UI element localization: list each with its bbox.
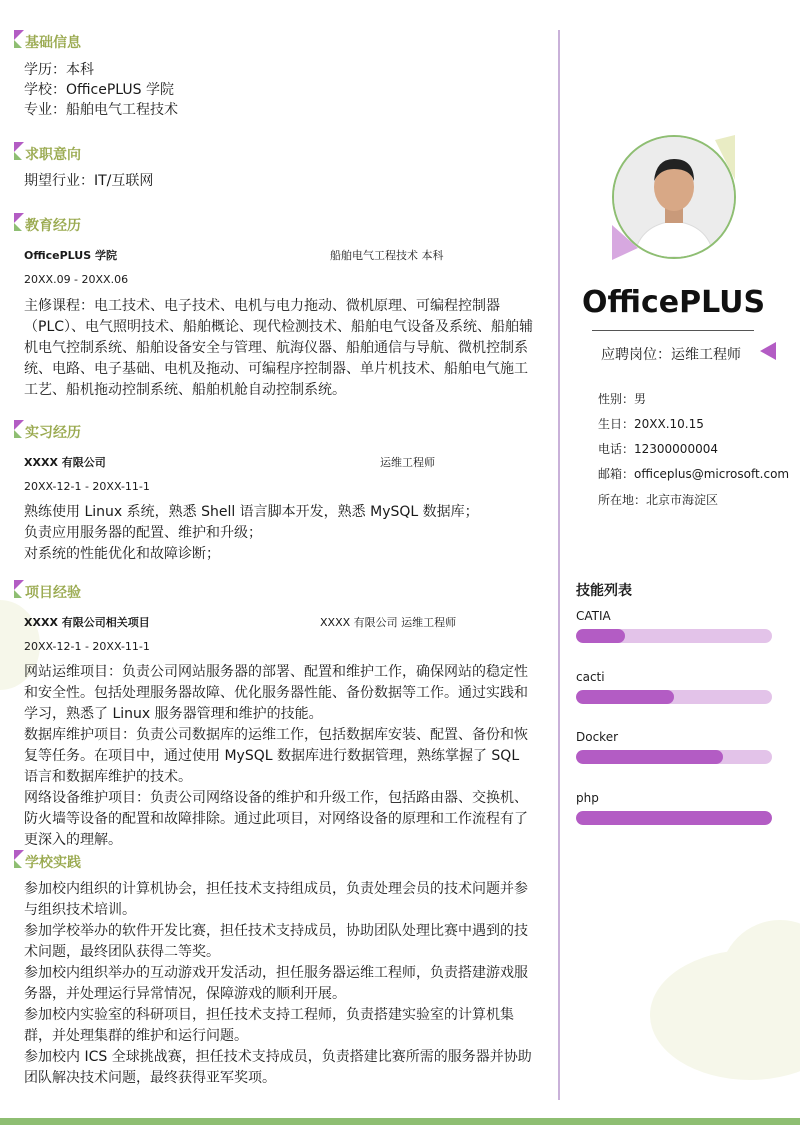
intern-role: 运维工程师 (380, 456, 435, 469)
avatar (612, 135, 736, 259)
courses-text: 主修课程：电工技术、电子技术、电机与电力拖动、微机原理、可编程控制器（PLC）、电气照明技术、船舶概论、现代检测技术、船舶电气设备及系统、船舶辅机电气控制系统、船舶设备安全与管理、航海仪器、船舶通信与导航、微机控制系统、电路、电子基础、电机及拖动、可编程序控制器、单片机技术、船舶电气施工工艺、船机拖动控制系统、船舶机舱自动控制系统。 (24, 298, 534, 398)
gender: 性别：男 (598, 392, 647, 406)
degree: 学历：本科 (24, 62, 94, 78)
skill-bar (576, 811, 772, 825)
column-divider (558, 30, 560, 1100)
project-item: 网络设备维护项目：负责公司网络设备的维护和升级工作，包括路由器、交换机、防火墙等设备的配置和故障排除。通过此项目，对网络设备的原理和工作流程有了更深入的理解。 (24, 790, 528, 848)
birthday: 生日：20XX.10.15 (598, 417, 704, 431)
email: 邮箱：officeplus@microsoft.com (598, 467, 790, 481)
section-title: 教育经历 (25, 218, 81, 234)
project-item: 网站运维项目：负责公司网站服务器的部署、配置和维护工作，确保网站的稳定性和安全性。包括处理服务器故障、优化服务器性能、备份数据等工作。通过实践和学习，熟悉了 Linux 服务器管理和维护的技能。 (24, 664, 528, 722)
duty-line: 熟练使用 Linux 系统，熟悉 Shell 语言脚本开发，熟悉 MySQL 数据库； (24, 504, 479, 520)
skills-title: 技能列表 (576, 583, 632, 599)
duty-line: 对系统的性能优化和故障诊断； (24, 546, 220, 562)
skill-bar (576, 629, 772, 643)
job-applied: 应聘岗位：运维工程师 (601, 347, 741, 363)
avatar-portrait-icon (614, 137, 734, 257)
project-item: 数据库维护项目：负责公司数据库的运维工作，包括数据库安装、配置、备份和恢复等任务。在项目中，通过使用 MySQL 数据库进行数据管理，熟练掌握了 SQL 语言和数据库维护的技术。 (24, 727, 528, 785)
skill-name: Docker (576, 730, 619, 744)
campus-item: 参加校内 ICS 全球挑战赛，担任技术支持成员，负责搭建比赛所需的服务器并协助团队解决技术问题，最终获得亚军奖项。 (24, 1049, 532, 1086)
major: 专业：船舶电气工程技术 (24, 102, 178, 118)
section-title: 实习经历 (25, 425, 81, 441)
campus-item: 参加校内组织的计算机协会，担任技术支持组成员，负责处理会员的技术问题并参与组织技术培训。 (24, 881, 528, 918)
project-items (24, 662, 536, 851)
project-company-role: XXXX 有限公司 运维工程师 (320, 616, 457, 629)
skill-bar-fill (576, 811, 772, 825)
section-marker-icon (14, 30, 24, 40)
industry: 期望行业：IT/互联网 (24, 173, 154, 189)
section-marker-icon (14, 40, 22, 48)
section-marker-icon (14, 850, 24, 860)
duty-line: 负责应用服务器的配置、维护和升级； (24, 525, 262, 541)
bottom-bar (0, 1118, 800, 1125)
edu-courses (24, 296, 536, 401)
project-date: 20XX-12-1 - 20XX-11-1 (24, 640, 150, 653)
skill-bar-fill (576, 750, 723, 764)
section-title: 项目经验 (25, 585, 81, 601)
edu-school: OfficePLUS 学院 (24, 249, 117, 262)
phone: 电话：12300000004 (598, 442, 718, 456)
section-marker-icon (14, 860, 22, 868)
section-title: 基础信息 (25, 35, 81, 51)
name-underline (592, 330, 754, 331)
campus-items (24, 879, 536, 1089)
campus-item: 参加校内实验室的科研项目，担任技术支持工程师，负责搭建实验室的计算机集群，并处理集群的维护和运行问题。 (24, 1007, 514, 1044)
candidate-name: OfficePLUS (582, 285, 766, 320)
skill-name: php (576, 791, 599, 805)
section-marker-icon (14, 430, 22, 438)
campus-item: 参加学校举办的软件开发比赛，担任技术支持成员，协助团队处理比赛中遇到的技术问题，最终团队获得二等奖。 (24, 923, 528, 960)
skill-bar (576, 690, 772, 704)
section-title: 学校实践 (25, 855, 81, 871)
edu-date: 20XX.09 - 20XX.06 (24, 273, 129, 286)
project-name: XXXX 有限公司相关项目 (24, 616, 150, 629)
section-title: 求职意向 (25, 147, 81, 163)
edu-major-degree: 船舶电气工程技术 本科 (330, 249, 444, 262)
skill-bar (576, 750, 772, 764)
intern-company: XXXX 有限公司 (24, 456, 106, 469)
skill-bar-fill (576, 690, 674, 704)
section-marker-icon (14, 213, 24, 223)
skill-name: cacti (576, 670, 605, 684)
intern-date: 20XX-12-1 - 20XX-11-1 (24, 480, 150, 493)
skill-bar-fill (576, 629, 625, 643)
section-marker-icon (14, 223, 22, 231)
section-marker-icon (14, 420, 24, 430)
arrow-left-icon (760, 342, 776, 360)
school: 学校：OfficePLUS 学院 (24, 82, 174, 98)
intern-duties (24, 502, 536, 565)
section-marker-icon (14, 142, 24, 152)
skill-name: CATIA (576, 609, 611, 623)
section-marker-icon (14, 580, 24, 590)
section-marker-icon (14, 590, 22, 598)
location: 所在地：北京市海淀区 (598, 493, 719, 507)
campus-item: 参加校内组织举办的互动游戏开发活动，担任服务器运维工程师，负责搭建游戏服务器，并处理运行异常情况，保障游戏的顺利开展。 (24, 965, 528, 1002)
section-marker-icon (14, 152, 22, 160)
